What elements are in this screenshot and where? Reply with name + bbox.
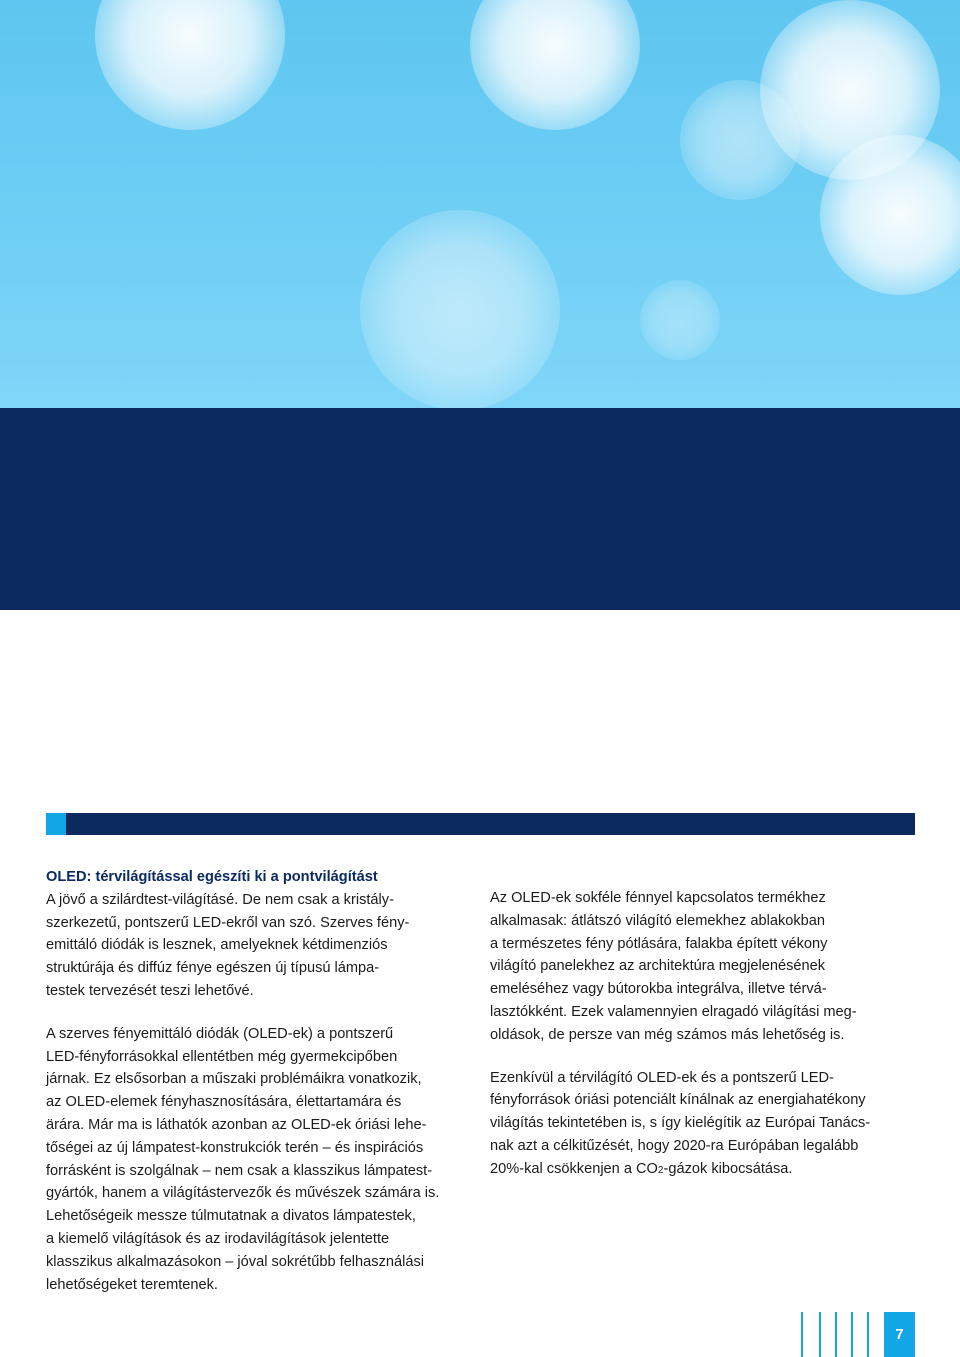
co2-subscript: 2 <box>657 1164 664 1176</box>
light-bubble <box>360 210 560 408</box>
right-column <box>490 887 920 1183</box>
marker-rule <box>801 1312 803 1357</box>
marker-rule <box>851 1312 853 1357</box>
article-heading: OLED: térvilágítással egészíti ki a pontvilágítást <box>46 869 378 885</box>
light-bubble <box>95 0 285 130</box>
page-number: 7 <box>884 1312 915 1357</box>
left-paragraph-2: A szerves fényemittáló diódák (OLED-ek) a pontszerű LED-fényforrásokkal ellentétben még gyermekcipőben járnak. Ez elsősorban a műszaki problémáikra vonatkozik, az OLED-elemek fényhasznosítására, élettartamára és ärára. Már ma is láthatók azonban az OLED-ek óriási lehe- tőségei az új lámpatest-konstrukciók terén – és inspirációs forrásként is szolgálnak – nem csak a klasszikus lámpatest- gyártók, hanem a világítástervezők és művészek számára is. Lehetőségeik messze túlmutatnak a divatos lámpatestek, a kiemelő világítások és az irodavilágítások jelentette klasszikus alkalmazásokon – jóval sokrétűbb felhasználási lehetőségeket teremtenek. <box>46 1025 440 1293</box>
light-bubble <box>820 135 960 295</box>
light-bubble <box>470 0 640 130</box>
light-bubble <box>640 280 720 360</box>
marker-rule <box>835 1312 837 1357</box>
right-paragraph-2-lines: Ezenkívül a térvilágító OLED-ek és a pontszerű LED- fényforrások óriási potenciált kínálnak az energiahatékony világítás tekintetében is, s így kielégítik az Európai Tanács- nak azt a célkitűzését, hogy 2020-ra Európában legalább <box>490 1069 871 1154</box>
navy-band <box>0 408 960 610</box>
right-paragraph-1: Az OLED-ek sokféle fénnyel kapcsolatos termékhez alkalmasak: átlátszó világító elemekhez ablakokban a természetes fény pótlására, falakba épített vékony világító panelekhez az architektúra megjelenésének emeléséhez vagy bútorokba integrálva, illetve térvá- lasztókként. Ezek valamennyien elragadó világítási meg- oldások, de persze van még számos más lehetőség is. <box>490 890 857 1043</box>
right-paragraph-2-last-b: -gázok kibocsátása. <box>663 1160 793 1177</box>
section-bar-accent <box>46 813 66 835</box>
right-paragraph-2-last-a: 20%-kal csökkenjen a CO <box>490 1160 658 1177</box>
left-paragraph-1: A jövő a szilárdtest-világításé. De nem csak a kristály- szerkezetű, pontszerű LED-ekről van szó. Szerves fény- emittáló diódák is lesznek, amelyeknek kétdimenziós struktúrája és diffúz fénye egészen új típusú lámpa- testek tervezését teszi lehetővé. <box>46 891 410 999</box>
section-bar <box>46 813 915 835</box>
hero-sky-image <box>0 0 960 408</box>
left-column <box>46 866 486 1296</box>
marker-rule <box>819 1312 821 1357</box>
marker-rule <box>867 1312 869 1357</box>
light-bubble <box>680 80 800 200</box>
right-paragraph-2 <box>490 1067 920 1183</box>
